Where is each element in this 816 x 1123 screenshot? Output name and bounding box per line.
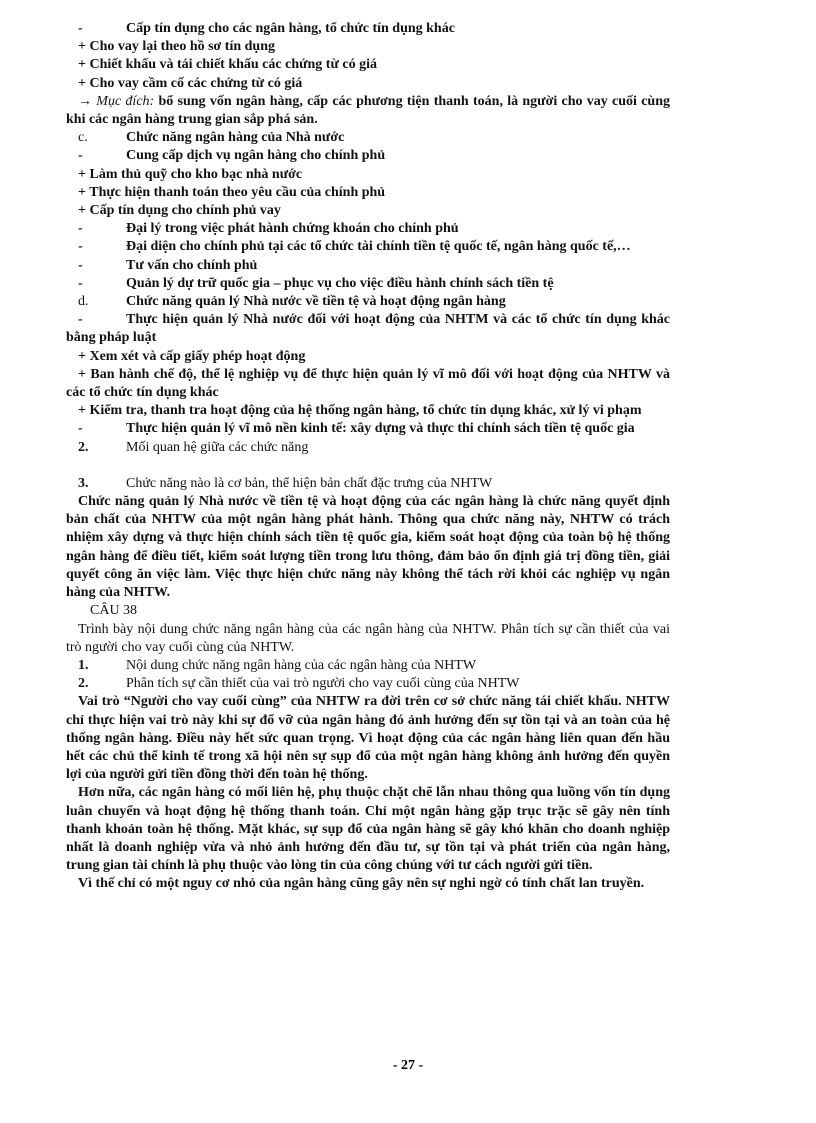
dash-marker: - bbox=[78, 148, 83, 164]
section-title: Chức năng ngân hàng của Nhà nước bbox=[126, 130, 345, 146]
purpose-label: Mục đích: bbox=[96, 93, 155, 109]
dash-marker: - bbox=[78, 275, 83, 291]
heading-text: Chức năng nào là cơ bản, thể hiện bản chất đặc trưng của NHTW bbox=[126, 475, 493, 491]
purpose-paragraph bbox=[66, 93, 670, 129]
number-marker: 2. bbox=[78, 439, 89, 455]
list-text: Thực hiện quản lý Nhà nước đối với hoạt động của NHTM và các tổ chức tín dụng khác bằng pháp luật bbox=[66, 312, 670, 346]
dash-marker: - bbox=[78, 421, 83, 437]
sub-item: + Cho vay cầm cố các chứng từ có giá bbox=[78, 75, 303, 91]
section-heading bbox=[66, 293, 670, 311]
dash-marker: - bbox=[78, 221, 83, 237]
spacer bbox=[66, 457, 670, 475]
section-title: Chức năng quản lý Nhà nước về tiền tệ và hoạt động ngân hàng bbox=[126, 294, 506, 310]
question-text: Trình bày nội dung chức năng ngân hàng của các ngân hàng của NHTW. Phân tích sự cần thiết của vai trò người cho vay cuối cùng của NHTW. bbox=[66, 621, 670, 655]
list-item bbox=[66, 275, 670, 293]
sub-item: + Kiểm tra, thanh tra hoạt động của hệ thống ngân hàng, tổ chức tín dụng khác, xử lý vi phạm bbox=[78, 403, 642, 419]
heading-text: Mối quan hệ giữa các chức năng bbox=[126, 439, 309, 455]
list-text: Cấp tín dụng cho các ngân hàng, tổ chức tín dụng khác bbox=[126, 21, 455, 36]
sub-item: + Làm thủ quỹ cho kho bạc nhà nước bbox=[78, 166, 303, 182]
question-title: CÂU 38 bbox=[90, 603, 138, 619]
sub-item: + Xem xét và cấp giấy phép hoạt động bbox=[78, 348, 306, 364]
purpose-text: bổ sung vốn ngân hàng, cấp các phương tiện thanh toán, là người cho vay cuối cùng khi các ngân hàng trung gian sắp phá sản. bbox=[66, 93, 670, 128]
dash-marker: - bbox=[78, 312, 83, 328]
dash-marker: - bbox=[78, 21, 83, 36]
list-item bbox=[66, 147, 670, 165]
list-item bbox=[66, 238, 670, 256]
number-marker: 2. bbox=[78, 676, 89, 692]
numbered-heading bbox=[66, 475, 670, 493]
list-item bbox=[66, 220, 670, 238]
sub-item: + Cấp tín dụng cho chính phủ vay bbox=[78, 203, 281, 219]
page-number: - 27 - bbox=[392, 1058, 424, 1073]
document-page bbox=[66, 20, 670, 894]
section-marker: d. bbox=[78, 294, 89, 310]
numbered-heading bbox=[66, 439, 670, 457]
sub-item: + Thực hiện thanh toán theo yêu cầu của chính phủ bbox=[78, 184, 386, 200]
body-paragraph: Vì thế chỉ có một nguy cơ nhỏ của ngân hàng cũng gây nên sự nghi ngờ có tính chất lan truyền. bbox=[78, 876, 645, 892]
list-item bbox=[66, 311, 670, 347]
list-text: Đại diện cho chính phủ tại các tổ chức tài chính tiền tệ quốc tế, ngân hàng quốc tế,… bbox=[126, 239, 631, 255]
numbered-heading bbox=[66, 675, 670, 693]
list-item bbox=[66, 20, 670, 38]
numbered-heading bbox=[66, 657, 670, 675]
heading-text: Phân tích sự cần thiết của vai trò người cho vay cuối cùng của NHTW bbox=[126, 676, 520, 692]
sub-item: + Ban hành chế độ, thể lệ nghiệp vụ để thực hiện quản lý vĩ mô đối với hoạt động của NHTW và các tổ chức tín dụng khác bbox=[66, 366, 670, 401]
dash-marker: - bbox=[78, 257, 83, 273]
sub-item: + Cho vay lại theo hồ sơ tín dụng bbox=[78, 39, 275, 55]
body-paragraph: Hơn nữa, các ngân hàng có mối liên hệ, phụ thuộc chặt chẽ lẫn nhau thông qua luồng vốn tín dụng luân chuyển và hoạt động hệ thống thanh toán. Chỉ một ngân hàng gặp trục trặc sẽ gây nên tính thanh khoản toàn hệ thống. Mặt khác, sự sụp đổ của ngân hàng sẽ gây khó khăn cho doanh nghiệp nhất là doanh nghiệp vừa và nhỏ ảnh hưởng đến đầu tư, sự tồn tại và phát triển của ngân hàng, trung gian tài chính là phụ thuộc vào lòng tin của công chúng với tư cách người gửi tiền. bbox=[66, 785, 670, 874]
arrow-icon: → bbox=[78, 93, 92, 109]
section-marker: c. bbox=[78, 130, 88, 146]
list-item bbox=[66, 420, 670, 438]
list-item bbox=[66, 257, 670, 275]
sub-item: + Chiết khấu và tái chiết khấu các chứng từ có giá bbox=[78, 57, 377, 73]
list-text: Cung cấp dịch vụ ngân hàng cho chính phủ bbox=[126, 148, 386, 164]
number-marker: 3. bbox=[78, 475, 89, 491]
list-text: Đại lý trong việc phát hành chứng khoán cho chính phủ bbox=[126, 221, 459, 237]
body-paragraph: Chức năng quản lý Nhà nước về tiền tệ và hoạt động của các ngân hàng là chức năng quyết định bản chất của NHTW của một ngân hàng phát hành. Thông qua chức năng này, NHTW có trách nhiệm xây dựng và thực hiện chính sách tiền tệ quốc gia, kiểm soát hoạt động của toàn bộ hệ thống ngân hàng để điều tiết, kiểm soát lượng tiền trong lưu thông, đảm bảo ổn định giá trị đồng tiền, giải quyết công ăn việc làm. Việc thực hiện chức năng này không thể tách rời khỏi các nghiệp vụ ngân hàng của NHTW. bbox=[66, 494, 670, 601]
section-heading bbox=[66, 129, 670, 147]
list-text: Thực hiện quản lý vĩ mô nền kinh tế: xây dựng và thực thi chính sách tiền tệ quốc gia bbox=[126, 421, 635, 437]
body-paragraph: Vai trò “Người cho vay cuối cùng” của NHTW ra đời trên cơ sở chức năng tái chiết khấu. NHTW chỉ thực hiện vai trò này khi sự đổ vỡ của ngân hàng đó ảnh hưởng đến sự tồn tại và an toàn của hệ thống ngân hàng. Điều này hết sức quan trọng. Vì hoạt động của các ngân hàng liên quan đến hầu hết các chủ thể kinh tế trong xã hội nên sự sụp đổ của một ngân hàng không ảnh hưởng đến quyền lợi của người gửi tiền đồng thời đến toàn hệ thống. bbox=[66, 694, 670, 783]
list-text: Tư vấn cho chính phủ bbox=[126, 257, 258, 273]
list-text: Quản lý dự trữ quốc gia – phục vụ cho việc điều hành chính sách tiền tệ bbox=[126, 275, 554, 291]
dash-marker: - bbox=[78, 239, 83, 255]
number-marker: 1. bbox=[78, 657, 89, 673]
heading-text: Nội dung chức năng ngân hàng của các ngân hàng của NHTW bbox=[126, 657, 477, 673]
